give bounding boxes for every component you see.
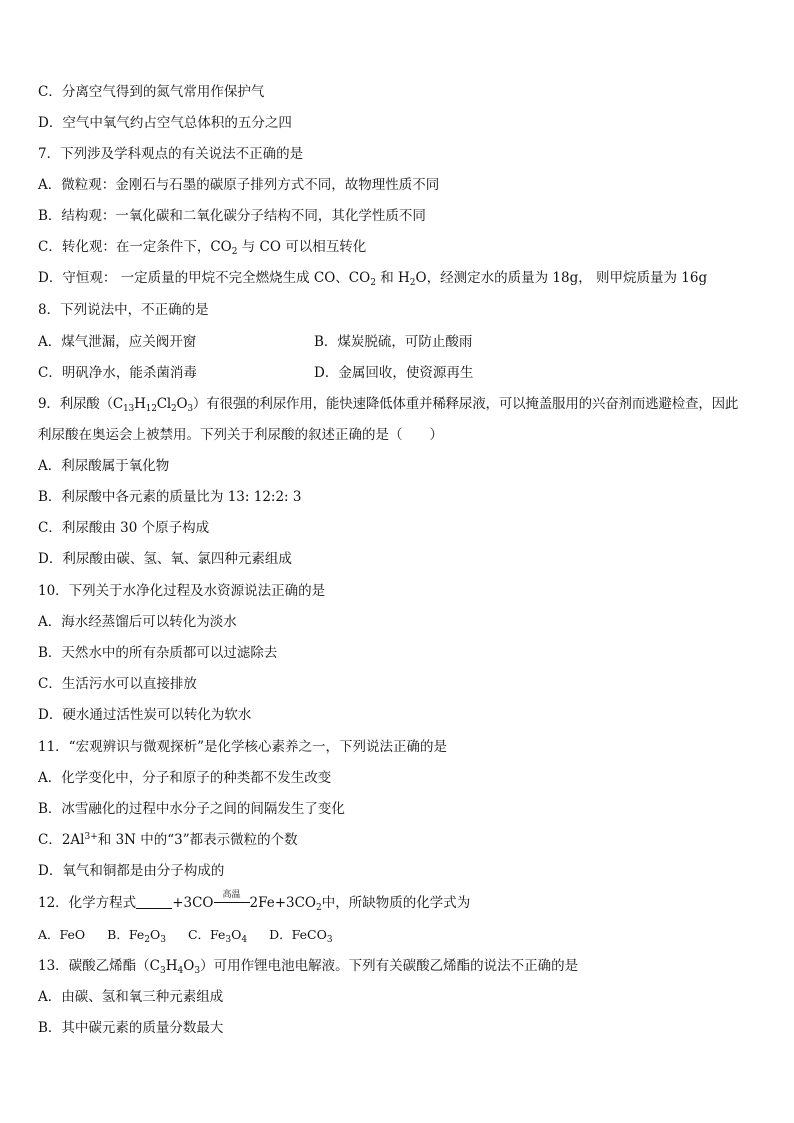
q7-option-b: B．结构观：一氧化碳和二氧化碳分子结构不同，其化学性质不同 <box>38 208 426 224</box>
q9-stem-line1: 9．利尿酸$(C_{13}H_{12}Cl_2O_3)$有很强的利尿作用，能快速降低体重并稀释尿液，可以掩盖服用的兴奋剂而逃避检查，因此 <box>38 396 739 414</box>
q12-option-c: C．$Fe_3O_4$ <box>187 927 248 945</box>
q10-option-a: A．海水经蒸馏后可以转化为淡水 <box>38 614 237 630</box>
answer-blank <box>136 896 172 909</box>
q9-option-c: C．利尿酸由 30 个原子构成 <box>38 520 210 536</box>
q9-stem-line2: 利尿酸在奥运会上被禁用。下列关于利尿酸的叙述正确的是（ ） <box>38 427 443 443</box>
q9-option-a: A．利尿酸属于氧化物 <box>38 458 170 474</box>
reaction-arrow: 高温 <box>214 895 250 909</box>
q12-option-b: B．$Fe_2O_3$ <box>107 927 166 945</box>
q12-stem: 12．化学方程式 +3CO 高温 $2Fe+3CO_2$中，所缺物质的化学式为 <box>38 890 471 913</box>
q13-option-a: A．由碳、氢和氧三种元素组成 <box>38 989 224 1005</box>
q11-stem: 11．“宏观辨识与微观探析”是化学核心素养之一，下列说法正确的是 <box>38 739 447 755</box>
q7-option-a: A．微粒观：金刚石与石墨的碳原子排列方式不同，故物理性质不同 <box>38 177 440 193</box>
q6-option-d: D．空气中氧气约占空气总体积的五分之四 <box>38 115 292 131</box>
q7-option-c: C．转化观：在一定条件下，$CO_2$ 与 CO 可以相互转化 <box>38 239 367 257</box>
q12-option-d: D．FeCO$_3$ <box>269 927 333 945</box>
q9-option-d: D．利尿酸由碳、氢、氧、氯四种元素组成 <box>38 551 292 567</box>
q9-option-b: B．利尿酸中各元素的质量比为 13: 12:2: 3 <box>38 489 302 505</box>
q10-stem: 10．下列关于水净化过程及水资源说法正确的是 <box>38 583 326 599</box>
q13-option-b: B．其中碳元素的质量分数最大 <box>38 1020 224 1036</box>
q11-option-b: B．冰雪融化的过程中水分子之间的间隔发生了变化 <box>38 801 345 817</box>
q13-stem: 13．碳酸乙烯酯$(C_3H_4O_3)$可用作锂电池电解液。下列有关碳酸乙烯酯的说法不正确的是 <box>38 958 579 976</box>
q7-option-d: D．守恒观： 一定质量的甲烷不完全燃烧生成 CO、$CO_2$ 和 $H_2O$，经测定水的质量为 18g， 则甲烷质量为 16g <box>38 270 708 288</box>
q12-options <box>38 926 774 944</box>
q7-stem: 7．下列涉及学科观点的有关说法不正确的是 <box>38 146 304 162</box>
q6-option-c: C．分离空气得到的氮气常用作保护气 <box>38 84 265 100</box>
q11-option-d: D．氧气和铜都是由分子构成的 <box>38 863 225 879</box>
q8-option-a: A．煤气泄漏，应关阀开窗 <box>38 334 197 350</box>
q10-option-d: D．硬水通过活性炭可以转化为软水 <box>38 707 252 723</box>
q11-option-c: C．$2Al^{3+}$和 3N 中的“3”都表示微粒的个数 <box>38 832 298 848</box>
q8-stem: 8．下列说法中，不正确的是 <box>38 302 209 318</box>
q11-option-a: A．化学变化中，分子和原子的种类都不发生改变 <box>38 770 332 786</box>
q10-option-c: C．生活污水可以直接排放 <box>38 676 197 692</box>
q10-option-b: B．天然水中的所有杂质都可以过滤除去 <box>38 645 278 661</box>
q8-option-c: C．明矾净水，能杀菌消毒 <box>38 365 197 381</box>
q8-option-b: B．煤炭脱硫，可防止酸雨 <box>314 334 473 350</box>
q8-option-d: D．金属回收，使资源再生 <box>314 365 474 381</box>
q12-option-a: A．FeO <box>38 927 86 942</box>
